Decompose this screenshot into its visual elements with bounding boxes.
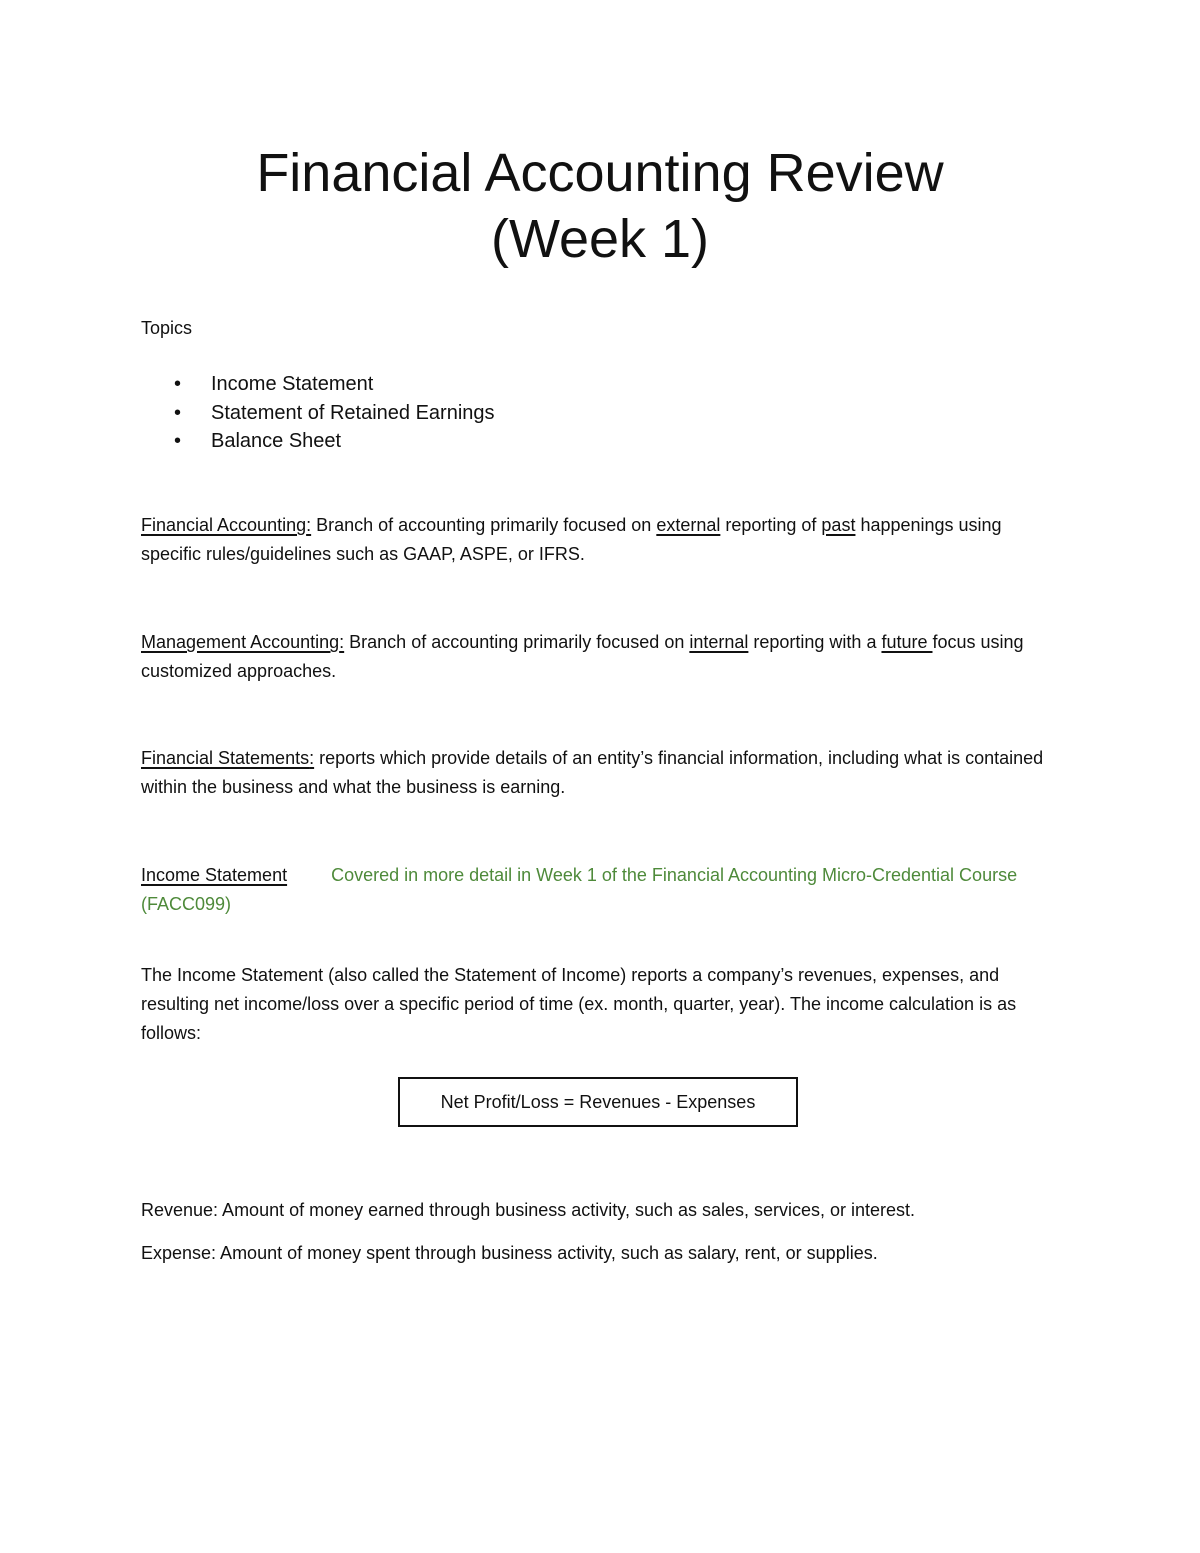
emphasis-past: past bbox=[821, 515, 856, 535]
emphasis-future: future bbox=[881, 632, 933, 652]
emphasis-internal: internal bbox=[689, 632, 749, 652]
financial-statements-term: Financial Statements bbox=[141, 748, 310, 768]
topics-label: Topics bbox=[141, 318, 193, 338]
list-item bbox=[141, 427, 495, 456]
definition-text: reports which provide details of an entity’s financial information, including what is contained within the business and what the business is earning. bbox=[141, 748, 1044, 797]
document-title bbox=[0, 140, 1200, 272]
list-item bbox=[141, 370, 495, 399]
list-item bbox=[141, 399, 495, 428]
definition-text: reporting of bbox=[720, 515, 822, 535]
term-colon: : bbox=[306, 515, 312, 535]
expense-definition: Expense: Amount of money spent through business activity, such as salary, rent, or supplies. bbox=[141, 1243, 878, 1263]
title-line-1: Financial Accounting Review bbox=[256, 143, 944, 203]
income-statement-description: The Income Statement (also called the Statement of Income) reports a company’s revenues, expenses, and resulting net income/loss over a specific period of time (ex. month, quarter, year). The income calculation is as follows: bbox=[141, 965, 1017, 1043]
management-accounting-term: Management Accounting bbox=[141, 632, 340, 652]
definition-text: reporting with a bbox=[748, 632, 882, 652]
term-colon: : bbox=[339, 632, 345, 652]
bullet-icon: • bbox=[174, 401, 182, 424]
term-colon: : bbox=[309, 748, 315, 768]
formula-box: Net Profit/Loss = Revenues - Expenses bbox=[398, 1077, 798, 1127]
financial-accounting-definition bbox=[141, 511, 1061, 569]
title-line-2: (Week 1) bbox=[490, 209, 710, 269]
definition-text: happenings using specific rules/guidelines such as GAAP, ASPE, or IFRS. bbox=[141, 515, 1002, 564]
definition-text: Branch of accounting primarily focused on bbox=[344, 632, 690, 652]
definition-text: Branch of accounting primarily focused on bbox=[311, 515, 657, 535]
topics-list bbox=[141, 370, 495, 456]
course-reference-note: Covered in more detail in Week 1 of the Financial Accounting Micro-Credential Course (FACC099) bbox=[141, 865, 1018, 914]
emphasis-external: external bbox=[656, 515, 721, 535]
topic-label: Balance Sheet bbox=[211, 430, 342, 452]
income-statement-heading: Income Statement bbox=[141, 865, 288, 885]
financial-accounting-term: Financial Accounting bbox=[141, 515, 307, 535]
bullet-icon: • bbox=[174, 430, 182, 452]
income-statement-section-heading bbox=[141, 861, 1061, 919]
bullet-icon: • bbox=[174, 373, 182, 395]
topic-label: Statement of Retained Earnings bbox=[211, 401, 495, 424]
topic-label: Income Statement bbox=[211, 373, 374, 395]
financial-statements-definition bbox=[141, 744, 1061, 802]
management-accounting-definition bbox=[141, 628, 1061, 686]
revenue-definition: Revenue: Amount of money earned through business activity, such as sales, services, or interest. bbox=[141, 1200, 916, 1220]
definition-text: focus using customized approaches. bbox=[141, 632, 1024, 681]
